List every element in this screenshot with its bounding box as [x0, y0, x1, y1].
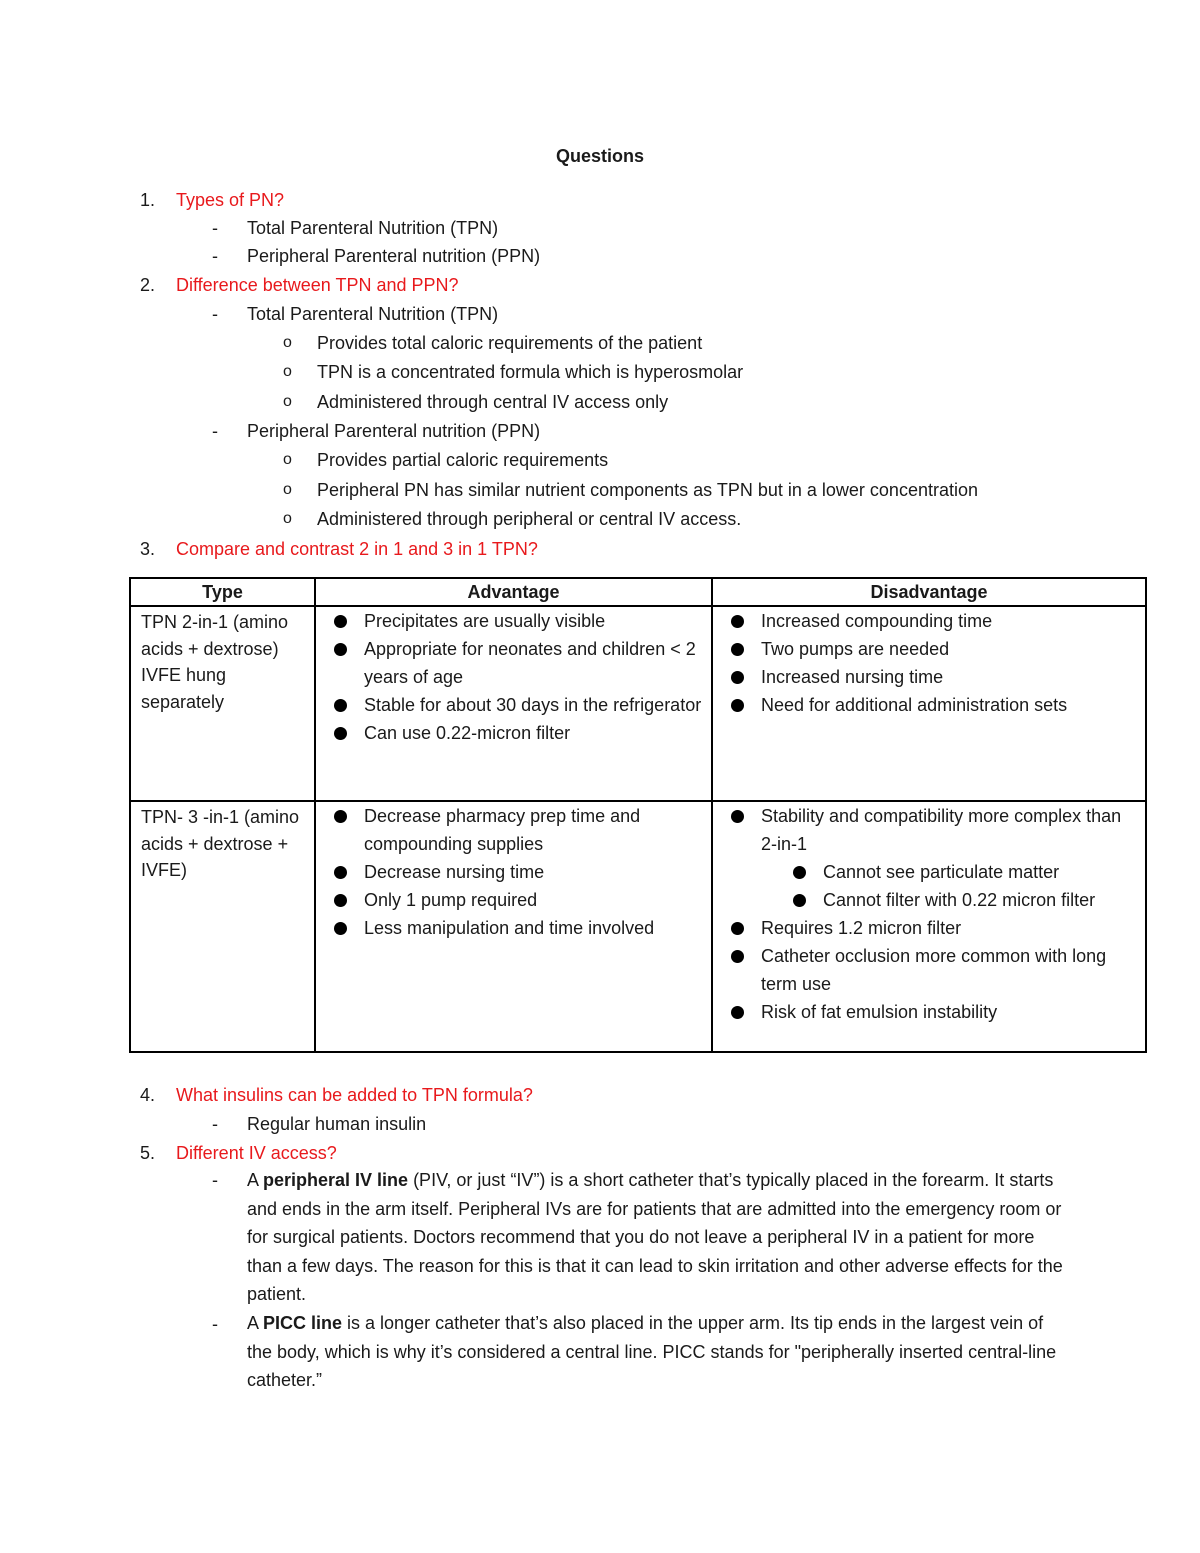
term-picc-line: PICC line: [263, 1313, 343, 1333]
question-number: 3.: [140, 539, 156, 559]
list-item: Total Parenteral Nutrition (TPN): [247, 218, 499, 238]
column-header-advantage: Advantage: [315, 578, 712, 606]
dash-marker: -: [212, 1114, 218, 1134]
paragraph-lead: A: [247, 1313, 264, 1333]
sub-list-item: Peripheral PN has similar nutrient components as TPN but in a lower concentration: [317, 480, 978, 500]
sub-list-item: Administered through central IV access only: [317, 392, 669, 412]
term-peripheral-iv-line: peripheral IV line: [263, 1170, 409, 1190]
list-item: Catheter occlusion more common with long term use: [723, 942, 1139, 998]
list-item: Increased nursing time: [723, 663, 1139, 691]
table-row: [130, 606, 1146, 801]
list-item: Appropriate for neonates and children < 2 years of age: [326, 635, 705, 691]
circle-bullet: o: [283, 451, 292, 468]
sub-list-item: Cannot see particulate matter: [785, 858, 1139, 886]
table-header-row: [130, 578, 1146, 606]
question-2: Difference between TPN and PPN?: [176, 275, 459, 295]
dash-marker: -: [212, 1314, 218, 1334]
disadvantage-cell: [712, 801, 1146, 1052]
list-item: Stable for about 30 days in the refrigerator: [326, 691, 705, 719]
question-number: 5.: [140, 1143, 156, 1163]
sub-list-item: Administered through peripheral or central IV access.: [317, 509, 742, 529]
circle-bullet: o: [283, 393, 292, 410]
question-number: 4.: [140, 1085, 156, 1105]
list-item: Less manipulation and time involved: [326, 914, 705, 942]
list-item: Peripheral Parenteral nutrition (PPN): [247, 421, 541, 441]
circle-bullet: o: [283, 334, 292, 351]
list-item: Two pumps are needed: [723, 635, 1139, 663]
dash-marker: -: [212, 246, 218, 266]
list-item: Peripheral Parenteral nutrition (PPN): [247, 246, 541, 266]
sub-list-item: Cannot filter with 0.22 micron filter: [785, 886, 1139, 914]
list-item: Decrease pharmacy prep time and compounding supplies: [326, 802, 705, 858]
circle-bullet: o: [283, 510, 292, 527]
question-5: Different IV access?: [176, 1143, 337, 1163]
list-item: Regular human insulin: [247, 1114, 427, 1134]
column-header-disadvantage: Disadvantage: [712, 578, 1146, 606]
list-item: Decrease nursing time: [326, 858, 705, 886]
list-item: Increased compounding time: [723, 607, 1139, 635]
advantage-cell: [315, 801, 712, 1052]
circle-bullet: o: [283, 363, 292, 380]
question-4: What insulins can be added to TPN formula?: [176, 1085, 533, 1105]
sub-list-item: TPN is a concentrated formula which is hyperosmolar: [317, 362, 744, 382]
page-title: Questions: [555, 146, 644, 166]
type-cell: TPN 2-in-1 (amino acids + dextrose) IVFE hung separately: [130, 606, 315, 801]
advantage-cell: [315, 606, 712, 801]
question-number: 1.: [140, 190, 156, 210]
piv-paragraph: [247, 1166, 1067, 1309]
paragraph-body: is a longer catheter that’s also placed in the upper arm. Its tip ends in the largest vein of the body, which is why it’s considered a central line. PICC stands for "peripherally inserted central-line catheter.”: [247, 1313, 1057, 1390]
sub-list-item: Provides partial caloric requirements: [317, 450, 609, 470]
circle-bullet: o: [283, 481, 292, 498]
dash-marker: -: [212, 1170, 218, 1190]
type-cell: TPN- 3 -in-1 (amino acids + dextrose + IVFE): [130, 801, 315, 1052]
dash-marker: -: [212, 218, 218, 238]
sub-list-item: Provides total caloric requirements of the patient: [317, 333, 703, 353]
list-item: Can use 0.22-micron filter: [326, 719, 705, 747]
list-item: Requires 1.2 micron filter: [723, 914, 1139, 942]
list-item: Risk of fat emulsion instability: [723, 998, 1139, 1026]
list-item: Total Parenteral Nutrition (TPN): [247, 304, 499, 324]
question-3: Compare and contrast 2 in 1 and 3 in 1 TPN?: [176, 539, 538, 559]
question-number: 2.: [140, 275, 156, 295]
list-item: Need for additional administration sets: [723, 691, 1139, 719]
table-row: [130, 801, 1146, 1052]
list-item: Only 1 pump required: [326, 886, 705, 914]
list-item: [723, 802, 1139, 914]
list-item: Precipitates are usually visible: [326, 607, 705, 635]
dash-marker: -: [212, 304, 218, 324]
disadvantage-cell: [712, 606, 1146, 801]
dash-marker: -: [212, 421, 218, 441]
picc-paragraph: [247, 1309, 1067, 1395]
column-header-type: Type: [130, 578, 315, 606]
paragraph-body: (PIV, or just “IV”) is a short catheter that’s typically placed in the forearm. It starts and ends in the arm itself. Peripheral IVs are for patients that are admitted into the emergency room or for surgical patients. Doctors recommend that you do not leave a peripheral IV in a patient for more than a few days. The reason for this is that it can lead to skin irritation and other adverse effects for the patient.: [247, 1170, 1063, 1304]
comparison-table: [129, 577, 1147, 1053]
question-1: Types of PN?: [176, 190, 285, 210]
list-item-text: Stability and compatibility more complex than 2-in-1: [761, 806, 1122, 854]
paragraph-lead: A: [247, 1170, 264, 1190]
